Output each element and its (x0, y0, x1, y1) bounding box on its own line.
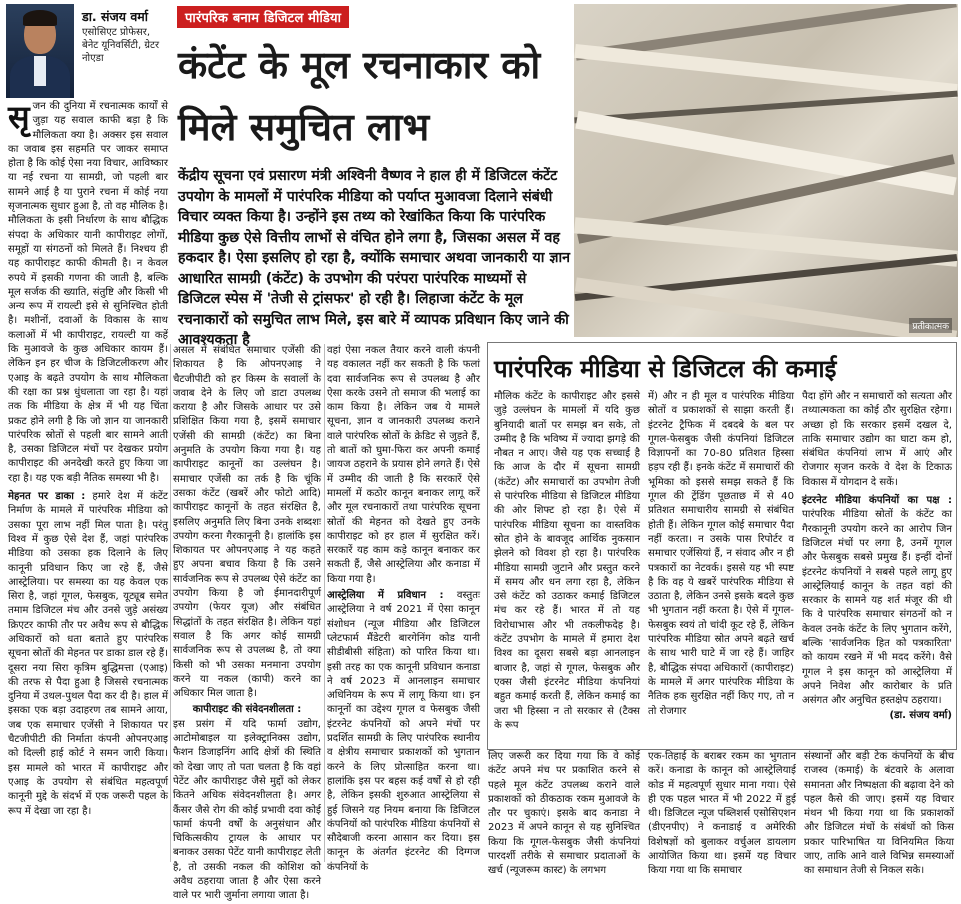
category-label: पारंपरिक बनाम डिजिटल मीडिया (177, 6, 349, 28)
column2-subhead: कापीराइट की संवेदनशीलता : (192, 704, 302, 716)
sidebar-column-1: मौलिक कंटेंट के कापीराइट और इससे जुड़े उल्लंघन के मामलों में यदि कुछ बुनियादी बातों पर समझ बन सके, तो उम्मीद है कि भविष्य में ज्यादा झगड़े की नौबत न आए। जैसे यह एक सच्चाई है कि आज के दौर में सूचना सामग्री (कंटेंट) और समाचारों का उपभोग तेजी से पारंपरिक मीडिया से डिजिटल मीडिया की ओर शिफ्ट हो रहा है। ऐसे में पारंपरिक मीडिया सूचना का वास्तविक स्रोत होने के बावजूद आर्थिक नुकसान झेलने को विवश हो रहा है। पारंपरिक मीडिया सामग्री जुटाने और प्रस्तुत करने में समय और धन लगा रहा है, लेकिन उसे कंटेंट को उठाकर कमाई डिजिटल मंच कर रहे हैं। भारत में तो यह विरोधाभास और भी तकलीफदेह है। कंटेंट उपभोग के मामले में हमारा देश विश्व का दूसरा सबसे बड़ा आनलाइन बाजार है, जहां से गूगल, फेसबुक और एक्स जैसी इंटरनेट मीडिया कंपनियां बहुत कमाई करती हैं, लेकिन कमाई का जरा भी हिस्सा न तो सरकार से (टैक्स के रूप (494, 391, 640, 731)
sidebar-headline: पारंपरिक मीडिया से डिजिटल की कमाई (494, 354, 837, 383)
article-column-3 (327, 344, 480, 875)
article-column-2 (173, 344, 321, 904)
deck-paragraph: केंद्रीय सूचना एवं प्रसारण मंत्री अश्विनी वैष्णव ने हाल ही में डिजिटल कंटेंट उपयोग के मामलों में पारंपरिक मीडिया को पर्याप्त मुआवजा दिलाने संबंधी विचार व्यक्त किया है। उन्होंने इस तथ्य को रेखांकित किया कि पारंपरिक मीडिया कुछ ऐसे वित्तीय लाभों से वंचित होने लगा है, जिसका असल में वह हकदार है। ऐसा इसलिए हो रहा है, क्योंकि समाचार अथवा जानकारी या ज्ञान आधारित सामग्री (कंटेंट) के उपभोग की परंपरा पारंपरिक माध्यमों से डिजिटल स्पेस में 'तेजी से ट्रांसफर' हो रही है। लिहाजा कंटेंट के मूल रचनाकारों को समुचित लाभ मिले, इस बारे में व्यापक प्रविधान किए जाने की आवश्यकता है (178, 168, 571, 348)
sidebar-column-2: में) और न ही मूल व पारंपरिक मीडिया स्रोतों व प्रकाशकों से साझा करती हैं। इंटरनेट ट्रैफिक में दबदबे के बल पर गूगल-फेसबुक जैसी कंपनियां डिजिटल विज्ञापनों का 70-80 प्रतिशत हिस्सा हड़प रही हैं। इनके कंटेंट में समाचारों की भूमिका को इससे समझ सकते हैं कि गूगल की ट्रेंडिंग पूछताछ में से 40 प्रतिशत समाचारीय सामग्री से संबंधित होती हैं। लेकिन गूगल कोई समाचार पैदा नहीं करता। न उसके पास रिपोर्टर व समाचार एजेंसियां हैं, न संवाद और न ही पत्रकारों का नेटवर्क। इससे यह भी स्पष्ट है कि वह ये खबरें पारंपरिक मीडिया से उठाता है, लेकिन उनसे इसके बदले कुछ भी भुगतान नहीं करता है। ऐसे में गूगल-फेसबुक स्वयं तो चांदी कूट रहे हैं, लेकिन पारंपरिक मीडिया स्रोत अपने बढ़ते खर्च के साथ भारी घाटे में जा रहे हैं। जाहिर है, बौद्धिक संपदा अधिकारों (कापीराइट) के मामले में अगर पारंपरिक मीडिया के नैतिक हक सुरक्षित नहीं किए गए, तो न तो रोजगार (648, 391, 794, 717)
column3-subhead: आस्ट्रेलिया में प्रविधान : (327, 590, 444, 602)
newspaper-stack-image (574, 4, 958, 337)
bottom-column-3: संस्थानों और बड़ी टेक कंपनियों के बीच राजस्व (कमाई) के बंटवारे के अलावा समानता और निष्पक्षता की बढ़ावा देने को पहल कैसे की जाए। इसमें यह विचार मंथन भी किया गया था कि प्रकाशकों और डिजिटल मंचों के संबंधों को किस प्रकार पारिभाषित या विनियमित किया जाए, ताकि आने वाले विभिन्न समस्याओं का समाधान तेजी से निकल सके। (804, 751, 954, 877)
sidebar-col3-body: पैदा होंगे और न समाचारों को सत्यता और तथ्यात्मकता का कोई ठौर सुरक्षित रहेगा। अच्छा हो कि सरकार इसमें दखल दे, ताकि समाचार उद्योग का घाटा कम हो, संबंधित कंपनियां लाभ में आएं और रोजगार सृजन करके वे देश के टिकाऊ विकास में योगदान दे सकें। (802, 391, 952, 488)
author-name: डा. संजय वर्मा (82, 9, 149, 24)
column1-intro: जन की दुनिया में रचनात्मक कार्यों से जुड़ा यह सवाल काफी बड़ा है कि मौलिकता क्या है। अक्सर इस सवाल का जवाब इस सहमति पर जाकर समाप्त होता है कि कोई ऐसा नया विचार, आविष्कार या नई रचना या सामग्री, जो पहली बार सामने आई है या पुराने रचना में कोई नया सृजनात्मक सुधार हुआ है, तो वह मौलिक है। मौलिकता के इसी निर्धारण के साथ बौद्धिक संपदा के अधिकार यानी कापीराइट लोगों, समूहों या संगठनों को मिलते हैं। निश्चय ही यह कापीराइट काफी कीमती है। न केवल रुपये में इसकी गणना की जाती है, बल्कि मूल सर्जक की ख्याति, संतुष्टि और किसी भी अन्य रूप में रायल्टी इसे से सुनिश्चित होती है। मशीनों, दवाओं के विकास के साथ कलाओं में भी कापीराइट, रायल्टी या कहें कि मुआवजे के कुछ अधिकार कायम हैं। लेकिन इन हर चीज के डिजिटलीकरण और एआइ के बढ़ते उपयोग के साथ मौलिकता की रक्षा का प्रश्न धुंधलाता जा रहा है। यहां तक कि मीडिया के क्षेत्र में भी यह चिंता प्रकट होने लगी है कि जो ज्ञान या जानकारी पारंपरिक स्रोतों से पहली बार सामने आती है, उसका डिजिटल मंचों पर देखकर प्रयोग कापीराइट की अनदेखी करते हुए किया जा रहा है। यह एक बड़ी नैतिक समस्या भी है। (8, 101, 169, 484)
column1-subhead: मेहनत पर डाका : (8, 491, 86, 503)
column3-body2: वस्तुतः आस्ट्रेलिया ने वर्ष 2021 में ऐसा कानून संशोधन (न्यूज मीडिया और डिजिटल प्लेटफार्म मैंडेटरी बारगेनिंग कोड यानी सीडीबीसी संहिता) को पारित किया था। इसी तरह का एक कानूनी प्रविधान कनाडा ने वर्ष 2023 में आनलाइन समाचार अधिनियम के रूप में लागू किया था। इन कानूनों का उद्देश्य गूगल व फेसबुक जैसी इंटरनेट कंपनियों को अपने मंचों पर प्रदर्शित सामग्री के लिए पारंपरिक स्थानीय व क्षेत्रीय समाचार प्रकाशकों को भुगतान करने के लिए प्रोत्साहित करना था। हालांकि इस पर बहस कई वर्षों से हो रही है, लेकिन इसकी शुरुआत आस्ट्रेलिया से हुई जिसने यह नियम बनाया कि डिजिटल कंपनियों को पारंपरिक मीडिया कंपनियों से सौदेबाजी करना आसान कर दिया। इस कानून के अंतर्गत इंटरनेट की दिग्गज कंपनियों के (327, 590, 481, 873)
column2-body2: इस प्रसंग में यदि फार्मा उद्योग, आटोमोबाइल या इलेक्ट्रानिक्स उद्योग, फैशन डिजाइनिंग आदि क्षेत्रों की स्थिति को देखा जाए तो पता चलता है कि वहां पेटेंट और कापीराइट जैसे मुद्दों को लेकर कितने अधिक संवेदनशीलता है। अगर कैंसर जैसे रोग की कोई प्रभावी दवा कोई फार्मा कंपनी वर्षों के अनुसंधान और चिकित्सकीय ट्रायल के आधार पर बनाकर उसका पेटेंट यानी कापीराइट लेती है, तो उसकी नकल की कोशिश को अवैध ठहराया जाता है और ऐसा करने वाले पर भारी जुर्माना लगाया जाता है। (173, 718, 321, 902)
column-divider (170, 344, 171, 862)
sidebar-byline: (डा. संजय वर्मा) (889, 709, 952, 721)
column2-body1: असल में संबंधित समाचार एजेंसी की शिकायत है कि ओपनएआइ ने चैटजीपीटी को हर किस्म के सवालों के जवाब देने के लिए जो डाटा उपलब्ध कराया है और जिसके आधार पर उसे प्रशिक्षित किया गया है, इसमें समाचार एजेंसी की सामग्री (कंटेंट) का बिना अनुमति के उपयोग किया गया है। यह कापीराइट कानूनों का उल्लंघन है। समाचार एजेंसी का तर्क है कि चूंकि उसका कंटेंट (खबरें और फोटो आदि) कापीराइट कानूनों के तहत संरक्षित है, इसलिए अनुमति लिए बिना उनके शब्दशः उपयोग करना गैरकानूनी है। हालांकि इस शिकायत पर ओपनएआइ ने यह कहते हुए अपना बचाव किया है कि उसने सार्वजनिक रूप से उपलब्ध ऐसे कंटेंट का उपयोग किया है जो ईमानदारीपूर्ण उपयोग (फेयर यूज) और संबंधित सिद्धांतों के तहत संरक्षित है। लेकिन यहां सवाल है कि अगर कोई सामग्री सार्वजनिक रूप से उपलब्ध है, तो क्या किसी को भी उसका मनमाना उपयोग करने या नकल (कापी) करने का अधिकार मिल जाता है। (173, 345, 321, 700)
sidebar-col3-body2: पारंपरिक मीडिया स्रोतों के कंटेंट का गैरकानूनी उपयोग करने का आरोप जिन डिजिटल मंचों पर लगा है, उनमें गूगल और फेसबुक सबसे प्रमुख हैं। इन्हीं दोनों इंटरनेट कंपनियों ने सबसे पहले लागू हुए आस्ट्रेलियाई कानून के तहत वहां की सरकार के सामने यह शर्त मंजूर की थी कि वे पारंपरिक समाचार संगठनों को न केवल उनके कंटेंट के लिए भुगतान करेंगे, बल्कि 'सार्वजनिक हित को पत्रकारिता' को कायम रखने में भी मदद करेंगे। वैसे गूगल ने इस कानून को आस्ट्रेलिया में अपने निवेश और कारोबार के प्रति असंगत और अनुचित हस्तक्षेप ठहराया। (802, 509, 952, 707)
article-column-1 (8, 100, 168, 819)
bottom-column-1: लिए जरूरी कर दिया गया कि वे कोई कंटेंट अपने मंच पर प्रकाशित करने से पहले मूल कंटेंट उपलब्ध कराने वाले प्रकाशकों को ठीकठाक रकम मुआवजे के तौर पर चुकाएं। इसके बाद कनाडा ने 2023 में अपने कानून से यह सुनिश्चित किया कि गूगल-फेसबुक जैसी कंपनियां पारदर्शी तरीके से समाचार प्रदाताओं के खर्च (न्यूजरूम कास्ट) के लगभग (488, 751, 640, 877)
column3-body1: वहां ऐसा नकल तैयार करने वाली कंपनी यह वकालत नहीं कर सकती है कि फलां दवा सार्वजनिक रूप से उपलब्ध है और ऐसा करके उसने तो समाज की भलाई का काम किया है। लेकिन जब ये मामले सूचना, ज्ञान व जानकारी उपलब्ध कराने वाले पारंपरिक स्रोतों के क्रेडिट से जुड़ते हैं, तो बातों को घुमा-फिरा कर अपनी कमाई जायज ठहराने के प्रयास होने लगते हैं। ऐसे में उम्मीद की जाती है कि सरकारें ऐसे मामलों में कठोर कानून बनाकर लागू करें और मूल रचनाकारों तथा पारंपरिक सूचना स्रोतों की मेहनत को देखते हुए उनके कापीराइट को हर हाल में सुरक्षित करें। सरकारें यह काम कड़े कानून बनाकर कर सकती हैं, जैसे आस्ट्रेलिया और कनाडा में किया गया है। (327, 345, 480, 585)
author-designation: एसोसिएट प्रोफेसर, बेनेट यूनिवर्सिटी, ग्रेटर नोएडा (82, 27, 160, 64)
sidebar-col3-subhead: इंटरनेट मीडिया कंपनियों का पक्ष : (802, 495, 952, 507)
sidebar-column-3 (802, 390, 952, 723)
image-caption: प्रतीकात्मक (909, 318, 952, 333)
bottom-column-2: एक-तिहाई के बराबर रकम का भुगतान करें। कनाडा के कानून को आस्ट्रेलियाई कोड में महत्वपूर्ण सुधार माना गया। ऐसे ही एक पहल भारत में भी 2022 में हुई थी। डिजिटल न्यूज पब्लिशर्स एसोसिएशन (डीएनपीए) ने कनाडाई व अमेरिकी विशेषज्ञों को बुलाकर वर्चुअल डायलाग आयोजित किया था। इसमें यह विचार किया गया था कि समाचार (648, 751, 796, 877)
drop-cap: सृ (8, 98, 30, 136)
column1-body: हमारे देश में कंटेंट निर्माण के मामले में पारंपरिक मीडिया को उसका पूरा लाभ नहीं मिल पाता है। परंतु विश्व में कुछ ऐसे देश हैं, जहां पारंपरिक मीडिया को उसका हक दिलाने के लिए कानूनी प्रविधान किए जा रहे हैं, जैसे आस्ट्रेलिया। पर समस्या का यह केवल एक सिरा है, जहां गूगल, फेसबुक, यूट्यूब समेत तमाम डिजिटल मंच और उनसे जुड़े असंख्य क्रिएटर काफी तौर पर अवैध रूप से बौद्धिक अधिकारों को धता बताते हुए पारंपरिक सूचना स्रोतों की मेहनत पर डाका डाल रहे हैं। दूसरा नया सिरा कृत्रिम बुद्धिमत्ता (एआइ) की तरफ से पैदा हुआ है जिससे रचनात्मक दुनिया में उथल-पुथल पैदा कर दी है। हाल में इसका एक बड़ा उदाहरण तब सामने आया, जब एक समाचार एजेंसी ने शिकायत पर चैटजीपीटी की निर्माता कंपनी ओपनएआइ को दिल्ली हाई कोर्ट ने समन जारी किया। इस मामले को भारत में कापीराइट और एआइ के उपयोग से संबंधित महत्वपूर्ण कानूनी मुद्दे के संदर्भ में एक जरूरी पहल के रूप में देखा जा रहा है। (8, 491, 169, 817)
headline: कंटेंट के मूल रचनाकार को मिले समुचित लाभ (178, 42, 541, 149)
column-divider (324, 344, 325, 862)
author-photo (6, 4, 74, 98)
